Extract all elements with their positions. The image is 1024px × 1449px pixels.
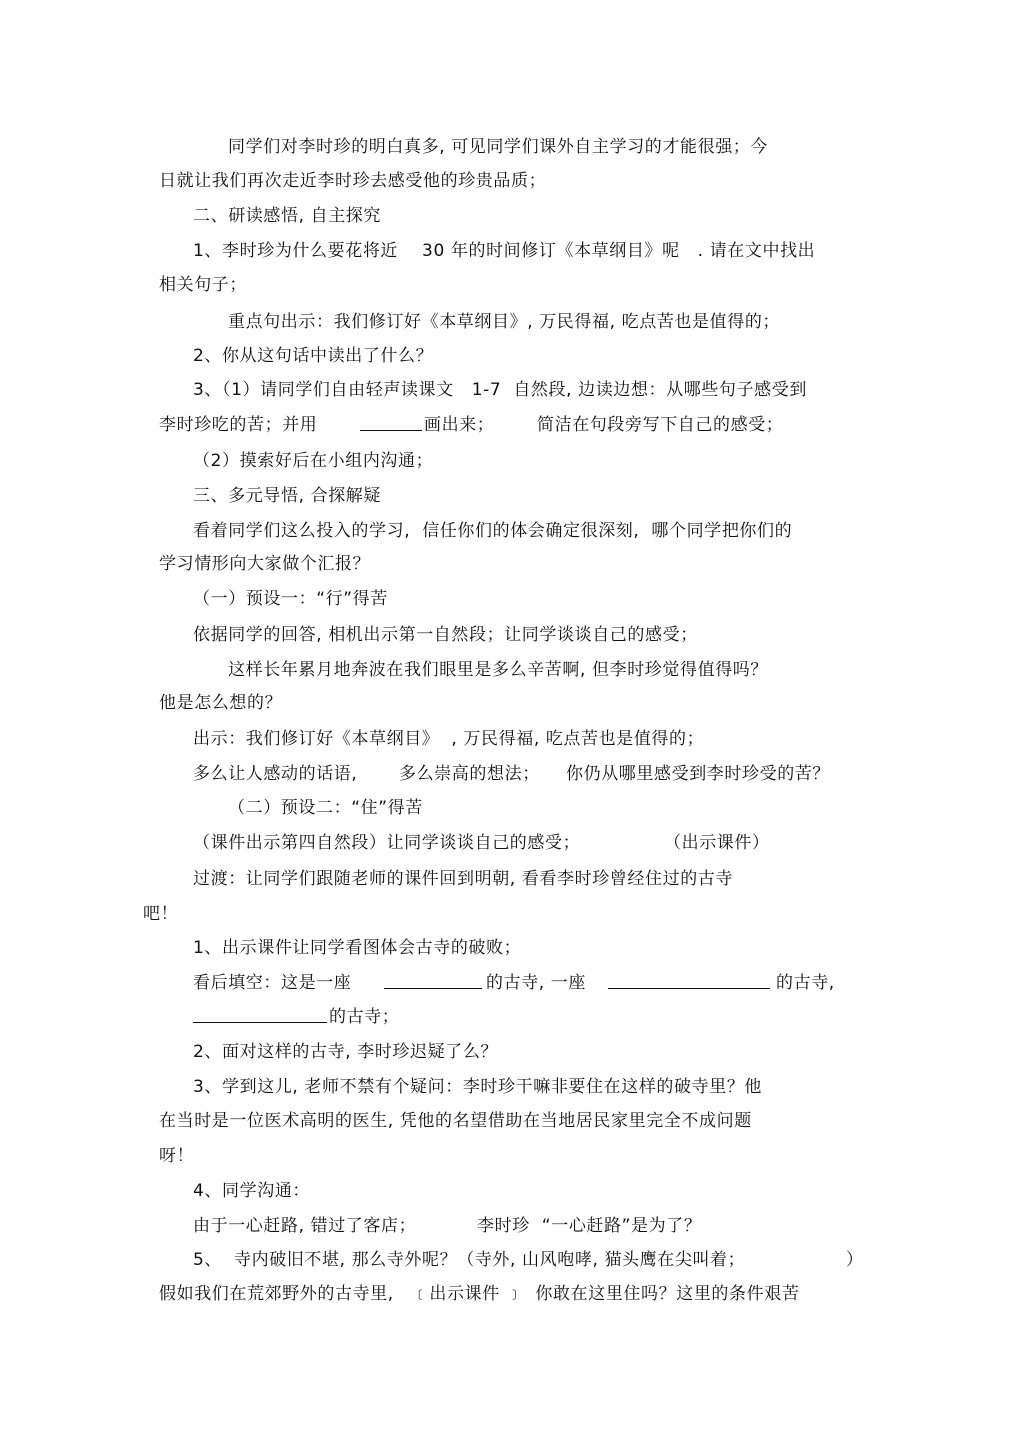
text-line: 2、你从这句话中读出了什么？	[193, 346, 434, 366]
text-line: 看后填空：这是一座	[193, 973, 352, 993]
text-line: 重点句出示：我们修订好《本草纲目》, 万民得福, 吃点苦也是值得的；	[228, 312, 781, 332]
section-heading: 二、研读感悟, 自主探究	[193, 206, 382, 226]
fill-blank	[608, 972, 770, 989]
text-line: 画出来；	[424, 415, 495, 435]
text-line: 由于一心赶路, 错过了客店；	[193, 1216, 417, 1236]
text-line: 过渡：让同学们跟随老师的课件回到明朝, 看看李时珍曾经住过的古寺	[193, 869, 734, 889]
text-line: 的古寺, 一座	[486, 973, 587, 993]
text-line: 2、面对这样的古寺, 李时珍迟疑了么？	[193, 1042, 499, 1062]
text-line: 假如我们在荒郊野外的古寺里, ﹝出示课件 ﹞ 你敢在这里住吗？这里的条件艰苦	[159, 1284, 800, 1304]
subsection-heading: （二）预设二：“住”得苦	[228, 798, 423, 818]
fill-blank	[360, 414, 422, 431]
text-line: 3、学到这儿, 老师不禁有个疑问：李时珍干嘛非要住在这样的破寺里？他	[193, 1077, 763, 1097]
text-line: 的古寺,	[776, 973, 835, 993]
fill-blank	[193, 1006, 327, 1023]
text-line: 出示：我们修订好《本草纲目》 , 万民得福, 吃点苦也是值得的；	[193, 729, 705, 749]
subsection-heading: （一）预设一：“行”得苦	[193, 589, 388, 609]
text-line: 4、同学沟通：	[193, 1181, 311, 1201]
text-line: 呀！	[159, 1146, 195, 1166]
text-line: 看着同学们这么投入的学习, 信任你们的体会确定很深刻, 哪个同学把你们的	[193, 521, 793, 541]
text-line: 的古寺；	[329, 1007, 400, 1027]
text-line: 1、李时珍为什么要花将近 30 年的时间修订《本草纲目》呢 . 请在文中找出	[193, 241, 816, 261]
text-line: （出示课件）	[664, 833, 770, 853]
text-line: 同学们对李时珍的明白真多, 可见同学们课外自主学习的才能很强；今	[228, 137, 769, 157]
text-line: 相关句子；	[159, 275, 247, 295]
text-line: 3、（1）请同学们自由轻声读课文 1-7 自然段, 边读边想：从哪些句子感受到	[193, 380, 807, 400]
text-line: （课件出示第四自然段）让同学谈谈自己的感受；	[193, 833, 581, 853]
fill-blank	[384, 972, 482, 989]
text-line: 你仍从哪里感受到李时珍受的苦？	[566, 764, 830, 784]
text-line: 多么让人感动的话语,	[193, 764, 358, 784]
text-line: 5、 寺内破旧不堪, 那么寺外呢？（寺外, 山风咆哮, 猫头鹰在尖叫着；	[193, 1250, 746, 1270]
text-line: 李时珍吃的苦；并用	[159, 415, 318, 435]
text-line: 吧！	[143, 904, 179, 924]
section-heading: 三、多元导悟, 合探解疑	[193, 486, 382, 506]
text-line: 他是怎么想的？	[159, 693, 283, 713]
text-line: 多么崇高的想法；	[399, 764, 540, 784]
text-line: 李时珍 “一心赶路”是为了？	[477, 1216, 702, 1236]
text-line: 学习情形向大家做个汇报？	[159, 554, 371, 574]
text-line: 在当时是一位医术高明的医生, 凭他的名望借助在当地居民家里完全不成问题	[159, 1111, 752, 1131]
text-line: 日就让我们再次走近李时珍去感受他的珍贵品质；	[159, 171, 547, 191]
text-line: 依据同学的回答, 相机出示第一自然段；让同学谈谈自己的感受；	[193, 625, 698, 645]
text-line: 1、出示课件让同学看图体会古寺的破败；	[193, 938, 522, 958]
text-line: 这样长年累月地奔波在我们眼里是多么辛苦啊, 但李时珍觉得值得吗？	[228, 660, 769, 680]
text-line: 简洁在句段旁写下自己的感受；	[537, 415, 784, 435]
text-line: ）	[846, 1250, 864, 1270]
text-line: （2）摸索好后在小组内沟通；	[193, 451, 434, 471]
